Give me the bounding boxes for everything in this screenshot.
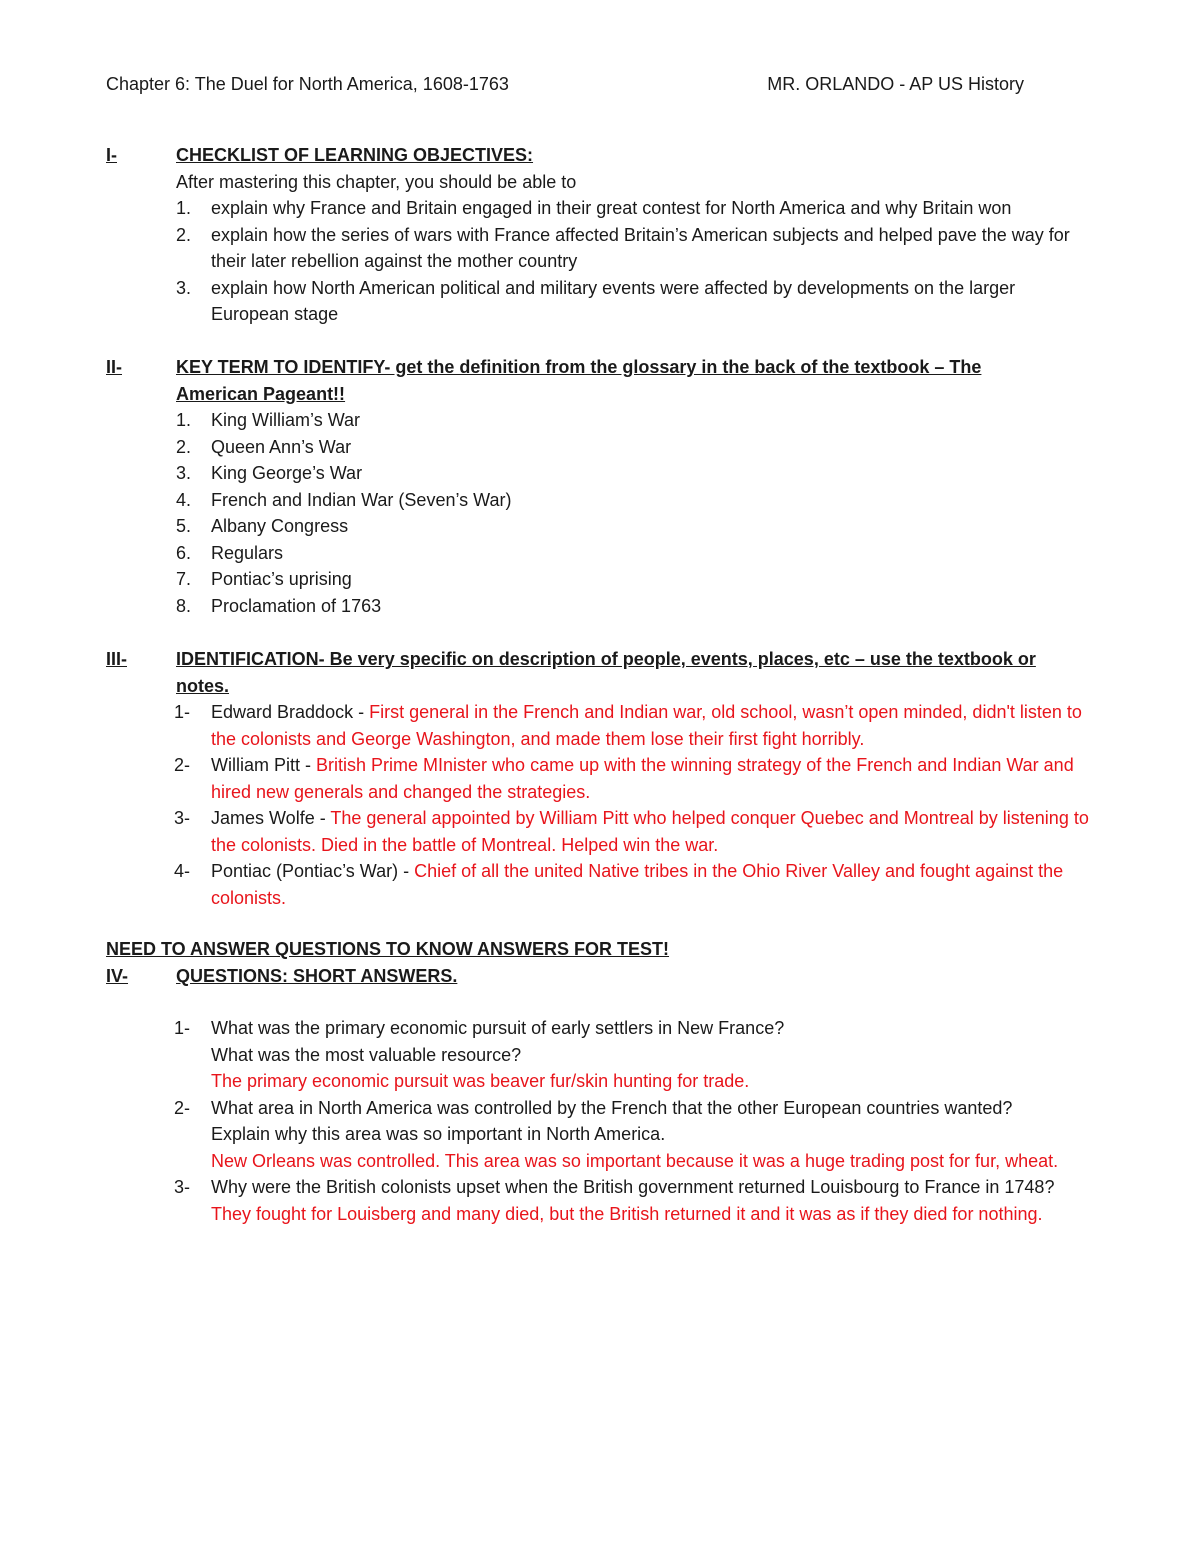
- objectives-intro: After mastering this chapter, you should be able to: [176, 171, 577, 192]
- course-label: MR. ORLANDO - AP US History: [767, 74, 1024, 94]
- section-learning-objectives: [106, 142, 1096, 328]
- item-term: Pontiac (Pontiac’s War) -: [211, 861, 410, 881]
- item-number: 7.: [176, 569, 192, 589]
- item-text: Proclamation of 1763: [211, 595, 382, 616]
- item-number: 4.: [176, 489, 192, 510]
- item-text: King George’s War: [211, 463, 363, 483]
- list-item: [106, 407, 1096, 434]
- test-notice: NEED TO ANSWER QUESTIONS TO KNOW ANSWERS FOR TEST!: [106, 939, 670, 959]
- item-text: French and Indian War (Seven’s War): [211, 489, 512, 510]
- item-text: explain how North American political and military events were affected by developments on the larger European stage: [211, 277, 1016, 324]
- section-key-terms: [106, 354, 1096, 619]
- item-text: Pontiac’s uprising: [211, 569, 352, 589]
- list-item: [106, 222, 1096, 275]
- section-title: CHECKLIST OF LEARNING OBJECTIVES:: [176, 145, 534, 165]
- list-item: [106, 1095, 1096, 1175]
- item-number: 2-: [174, 755, 191, 775]
- item-text: explain why France and Britain engaged in their great contest for North America and why Britain won: [211, 198, 1012, 218]
- item-answer: The primary economic pursuit was beaver fur/skin hunting for trade.: [211, 1071, 750, 1091]
- list-item: [106, 487, 1096, 514]
- item-question: Why were the British colonists upset when the British government returned Louisbourg to France in 1748?: [211, 1177, 1055, 1197]
- list-item: [106, 1174, 1096, 1227]
- item-text: Albany Congress: [211, 516, 349, 536]
- item-answer: New Orleans was controlled. This area was so important because it was a huge trading post for fur, wheat.: [211, 1150, 1059, 1171]
- item-term: Edward Braddock -: [211, 702, 365, 722]
- section-title: KEY TERM TO IDENTIFY- get the definition from the glossary in the back of the textbook – The American Pageant!!: [176, 357, 982, 404]
- item-answer: The general appointed by William Pitt who helped conquer Quebec and Montreal by listening to the colonists. Died in the battle of Montreal. Helped win the war.: [211, 808, 1089, 855]
- item-text: explain how the series of wars with France affected Britain’s American subjects and helped pave the way for their later rebellion against the mother country: [211, 224, 1070, 271]
- item-number: 2-: [174, 1097, 191, 1118]
- list-item: [106, 805, 1096, 858]
- section-identification: [106, 646, 1096, 911]
- item-question: What was the primary economic pursuit of early settlers in New France?: [211, 1018, 785, 1038]
- item-number: 1-: [174, 702, 191, 722]
- item-question-followup: What was the most valuable resource?: [211, 1044, 522, 1065]
- section-numeral: III-: [106, 649, 127, 669]
- section-numeral: I-: [106, 145, 117, 165]
- list-item: [106, 752, 1096, 805]
- section-title: IDENTIFICATION- Be very specific on description of people, events, places, etc – use the textbook or notes.: [176, 649, 1036, 696]
- item-text: King William’s War: [211, 410, 361, 430]
- item-number: 1-: [174, 1018, 191, 1038]
- list-item: [106, 513, 1096, 540]
- item-number: 1.: [176, 410, 192, 430]
- section-heading: [106, 963, 1096, 990]
- list-item: [106, 593, 1096, 620]
- item-answer: They fought for Louisberg and many died, but the British returned it and it was as if they died for nothing.: [211, 1203, 1043, 1224]
- list-item: [106, 195, 1096, 222]
- item-answer: First general in the French and Indian war, old school, wasn’t open minded, didn't listen to the colonists and George Washington, and made them lose their first fight horribly.: [211, 702, 1082, 749]
- section-heading: [106, 646, 1096, 699]
- item-question: What area in North America was controlled by the French that the other European countries wanted? Explain why this area was so important in North America.: [211, 1097, 1013, 1144]
- item-number: 2.: [176, 224, 192, 245]
- item-number: 3-: [174, 1177, 191, 1197]
- list-item: [106, 540, 1096, 567]
- chapter-title: Chapter 6: The Duel for North America, 1608-1763: [106, 74, 509, 94]
- section-numeral: IV-: [106, 965, 129, 986]
- list-item: [106, 460, 1096, 487]
- item-number: 8.: [176, 595, 192, 616]
- list-item: [106, 566, 1096, 593]
- section-heading: [106, 142, 1096, 169]
- item-term: James Wolfe -: [211, 808, 326, 828]
- item-number: 2.: [176, 436, 192, 457]
- item-number: 6.: [176, 542, 192, 563]
- section-questions: [106, 936, 1096, 1227]
- list-item: [106, 858, 1096, 911]
- item-text: Regulars: [211, 542, 284, 563]
- item-number: 3-: [174, 808, 191, 828]
- page-header: [106, 74, 1026, 98]
- list-item: [106, 1015, 1096, 1095]
- item-number: 3.: [176, 463, 192, 483]
- section-heading: [106, 354, 1096, 407]
- section-title: QUESTIONS: SHORT ANSWERS.: [176, 965, 458, 986]
- list-item: [106, 699, 1096, 752]
- item-answer: Chief of all the united Native tribes in the Ohio River Valley and fought against the colonists.: [211, 861, 1064, 908]
- item-number: 4-: [174, 861, 191, 881]
- section-numeral: II-: [106, 357, 122, 377]
- item-number: 5.: [176, 516, 192, 536]
- list-item: [106, 275, 1096, 328]
- item-term: William Pitt -: [211, 755, 311, 775]
- item-text: Queen Ann’s War: [211, 436, 352, 457]
- item-answer: British Prime MInister who came up with the winning strategy of the French and Indian War and hired new generals and changed the strategies.: [211, 755, 1074, 802]
- item-number: 1.: [176, 198, 192, 218]
- item-number: 3.: [176, 277, 192, 298]
- list-item: [106, 434, 1096, 461]
